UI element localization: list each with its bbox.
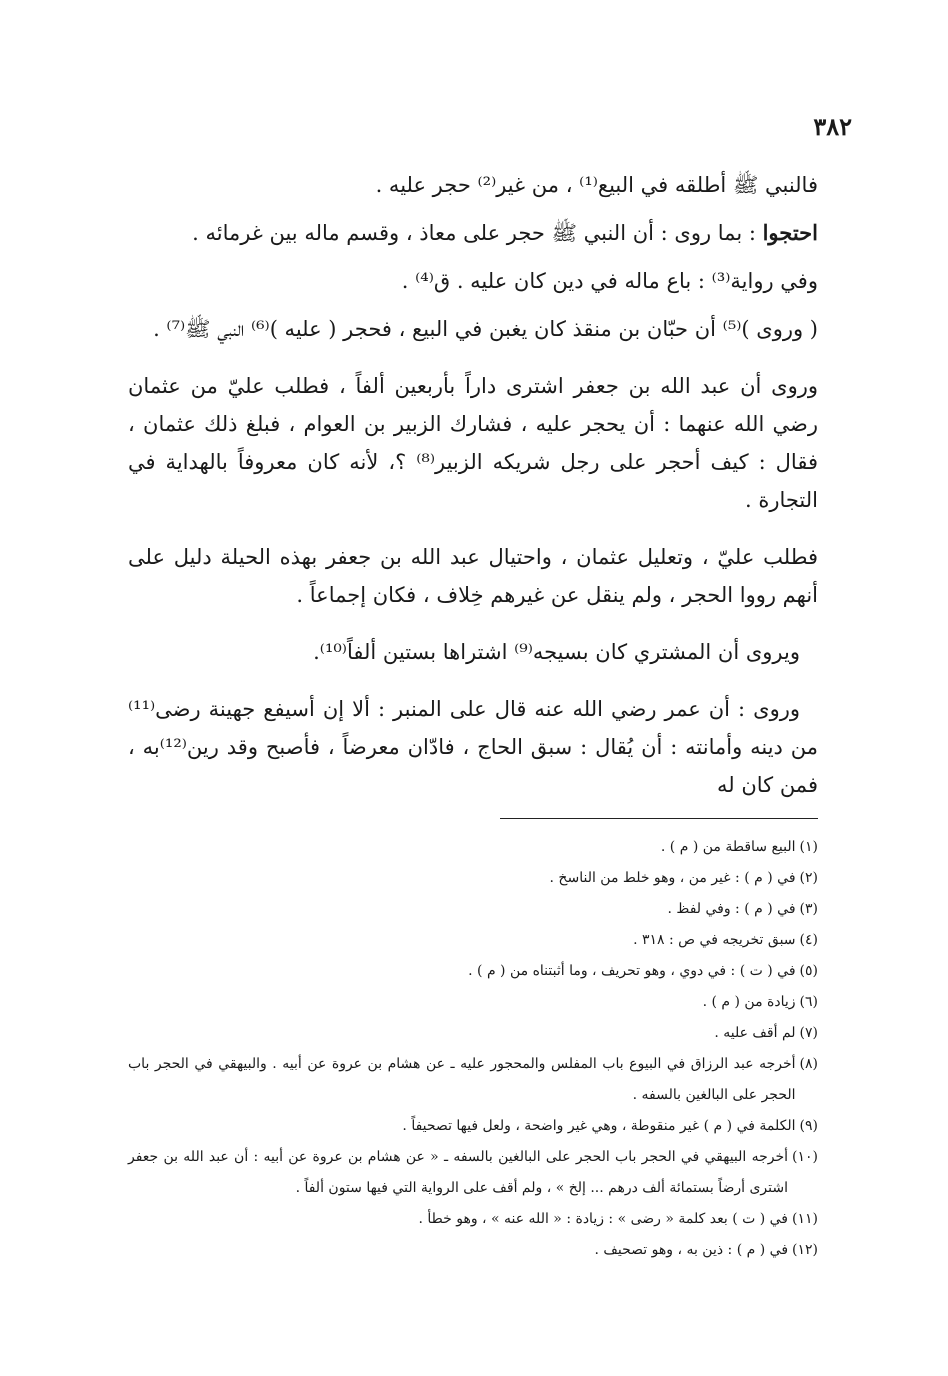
- paragraph-lead: احتجوا: [762, 220, 818, 245]
- footnote-number: (١٢): [792, 1242, 818, 1258]
- paragraph-text: وفي رواية⁽³⁾ : باع ماله في دين كان عليه . ق⁽⁴⁾ .: [401, 269, 818, 293]
- footnote: [128, 987, 818, 1018]
- footnote-number: (١): [799, 839, 818, 855]
- footnote: [128, 894, 818, 925]
- footnotes: [128, 832, 818, 1266]
- footnote-text: في ( م ) : وفي لفظ .: [667, 901, 796, 917]
- paragraph-text: ( وروى )⁽⁵⁾ أن حبّان بن منقذ كان يغبن في البيع ، فحجر ( عليه )⁽⁶⁾ النبي ﷺ⁽⁷⁾ .: [153, 317, 818, 341]
- footnote-text: في ( ت ) بعد كلمة « رضى » : زيادة : « الله عنه » ، وهو خطأ .: [418, 1211, 789, 1227]
- paragraph: [128, 690, 818, 804]
- footnote-number: (٦): [799, 994, 818, 1010]
- footnote-text: أخرجه البيهقي في الحجر باب الحجر على البالغين بالسفه ـ « عن هشام بن عروة عن أبيه : أن عبد الله بن جعفر اشترى أرضاً بستمائة ألف درهم ... إلخ » ، ولم أقف على الرواية التي فيها ستون ألفاً .: [128, 1149, 789, 1196]
- paragraph: [128, 310, 818, 348]
- footnote-number: (٥): [799, 963, 818, 979]
- paragraph: [128, 262, 818, 300]
- footnote-text: في ( ت ) : في دوي ، وهو تحريف ، وما أثبتناه من ( م ) .: [468, 963, 796, 979]
- footnote-number: (٣): [799, 901, 818, 917]
- footnote-text: زيادة من ( م ) .: [702, 994, 796, 1010]
- footnote-number: (٨): [799, 1056, 818, 1072]
- paragraph-text: : بما روى : أن النبي ﷺ حجر على معاذ ، وقسم ماله بين غرمائه .: [192, 221, 763, 245]
- paragraph: [128, 367, 818, 519]
- footnote: [128, 1049, 818, 1111]
- footnote-text: البيع ساقطة من ( م ) .: [660, 839, 796, 855]
- footnote: [128, 1204, 818, 1235]
- footnote: [128, 1018, 818, 1049]
- paragraph-text: وروى : أن عمر رضي الله عنه قال على المنبر : ألا إن أسيفع جهينة رضى⁽¹¹⁾من دينه وأمانته : أن يُقال : سبق الحاج ، فادّان معرضاً ، فأصبح وقد رين⁽¹²⁾به ، فمن كان له: [128, 697, 818, 797]
- footnote-number: (٧): [799, 1025, 818, 1041]
- footnote-text: الكلمة في ( م ) غير منقوطة ، وهي غير واضحة ، ولعل فيها تصحيفاً .: [402, 1118, 796, 1134]
- footnote: [128, 1111, 818, 1142]
- footnote-separator: [500, 818, 818, 819]
- footnote: [128, 863, 818, 894]
- footnote-text: في ( م ) : غير من ، وهو خلط من الناسخ .: [549, 870, 796, 886]
- paragraph-text: فالنبي ﷺ أطلقه في البيع⁽¹⁾ ، من غير⁽²⁾ حجر عليه .: [375, 173, 818, 197]
- paragraph: [128, 633, 818, 671]
- footnote-number: (٤): [799, 932, 818, 948]
- footnote-number: (٩): [799, 1118, 818, 1134]
- footnote-number: (١١): [792, 1211, 818, 1227]
- footnote-text: سبق تخريجه في ص : ٣١٨ .: [633, 932, 796, 948]
- paragraph: [128, 538, 818, 614]
- footnote: [128, 956, 818, 987]
- paragraph-text: فطلب عليّ ، وتعليل عثمان ، واحتيال عبد الله بن جعفر بهذه الحيلة دليل على أنهم رووا الحجر ، ولم ينقل عن غيرهم خِلاف ، فكان إجماعاً .: [128, 545, 818, 607]
- footnote: [128, 832, 818, 863]
- footnote-text: في ( م ) : ذين به ، وهو تصحيف .: [594, 1242, 789, 1258]
- footnote-text: أخرجه عبد الرزاق في البيوع باب المفلس والمحجور عليه ـ عن هشام بن عروة عن أبيه . والبيهقي في الحجر باب الحجر على البالغين بالسفه .: [128, 1056, 796, 1103]
- footnote: [128, 1142, 818, 1204]
- paragraph: [128, 214, 818, 252]
- paragraph: [128, 166, 818, 204]
- footnote-text: لم أقف عليه .: [714, 1025, 796, 1041]
- footnote: [128, 1235, 818, 1266]
- page-number: ٣٨٢: [813, 112, 852, 141]
- main-text: [128, 166, 818, 823]
- paragraph-text: وروى أن عبد الله بن جعفر اشترى داراً بأربعين ألفاً ، فطلب عليّ من عثمان رضي الله عنهما : أن يحجر عليه ، فشارك الزبير بن العوام ، فبلغ ذلك عثمان ، فقال : كيف أحجر على رجل شريكه الزبير⁽⁸⁾ ؟، لأنه كان معروفاً بالهداية في التجارة .: [128, 374, 818, 512]
- footnote-number: (١٠): [792, 1149, 818, 1165]
- footnote: [128, 925, 818, 956]
- paragraph-text: ويروى أن المشتري كان بسيجه⁽⁹⁾ اشتراها بستين ألفاً⁽¹⁰⁾.: [313, 640, 800, 664]
- footnote-number: (٢): [799, 870, 818, 886]
